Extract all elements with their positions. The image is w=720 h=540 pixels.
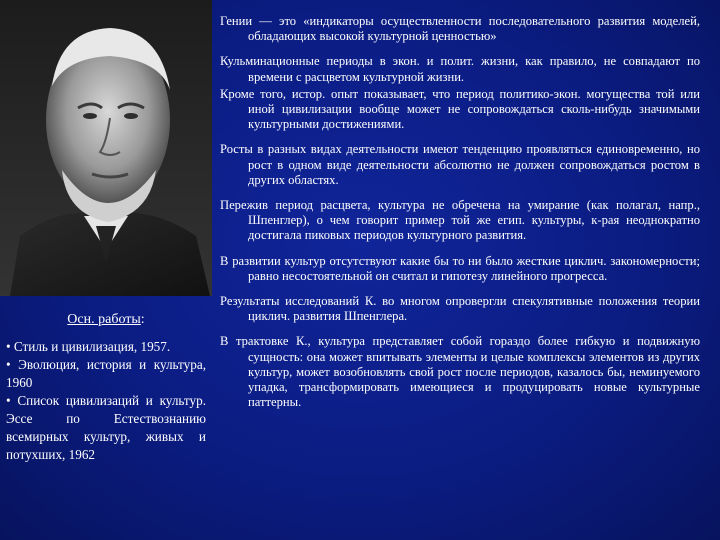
paragraph-growth: Росты в разных видах деятельности имеют тенденцию проявляться единовременно, но рост в одном виде деятельности абсолютно не должен сопровождаться ростом в других областях. [220,142,700,187]
paragraph-cycles: В развитии культур отсутствуют какие бы то ни было жесткие циклич. закономерности; равно несостоятельной он считал и гипотезу линейного прогресса. [220,253,700,283]
main-works-title: Осн. работы [67,312,141,327]
paragraph-flourishing: Пережив период расцвета, культура не обречена на умирание (как полагал, напр., Шпенглер), о чем говорит пример той же егип. культуры, к-рая неоднократно достигала пиковых периодов культурного развития. [220,198,700,243]
paragraph-historical-experience: Кроме того, истор. опыт показывает, что период политико-экон. могущества той или иной цивилизации вообще может не сопровождаться сколь-нибудь значимыми культурными достижениями. [220,86,700,132]
portrait-photo [0,0,212,296]
paragraph-results: Результаты исследований К. во многом опровергли спекулятивные положения теории циклич. развития Шпенглера. [220,294,700,324]
text-column [220,14,700,420]
main-works-title-colon: : [140,312,145,327]
portrait-image [0,0,212,296]
main-works-heading [6,312,206,328]
work-item: • Эволюция, история и культура, 1960 [6,357,206,390]
paragraph-culture-definition: В трактовке К., культура представляет собой гораздо более гибкую и подвижную сущность: она может впитывать элементы и целые комплексы элементов из других культур, может возобновлять свой рост после периодов, казалось бы, неминуемого упадка, трансформировать имеющиеся и продуцировать новые культурные паттерны. [220,334,700,410]
paragraph-geniuses: Гении — это «индикаторы осуществленности последовательного развития моделей, обладающих высокой культурной ценностью» [220,14,700,44]
main-works-block [6,312,206,464]
paragraph-culmination: Кульминационные периоды в экон. и полит. жизни, как правило, не совпадают по времени с расцветом культурной жизни. [220,54,700,84]
main-works-list [6,338,206,464]
work-item: • Список цивилизаций и культур. Эссе по Естествознанию всемирных культур, живых и потухших, 1962 [6,393,206,462]
work-item: • Стиль и цивилизация, 1957. [6,339,171,354]
